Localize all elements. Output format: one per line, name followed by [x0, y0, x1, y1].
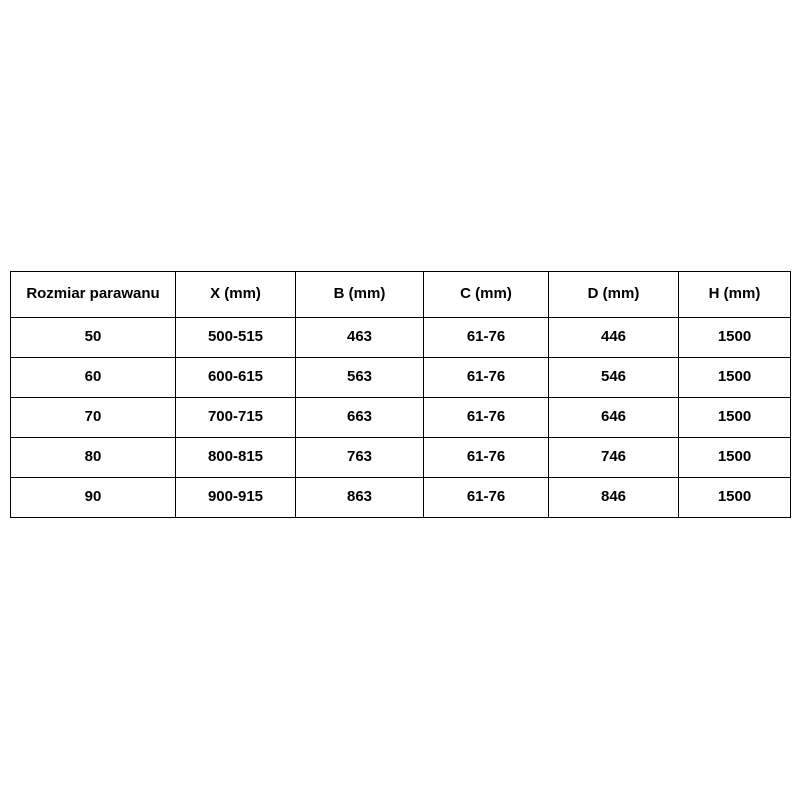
table-row	[11, 318, 791, 358]
cell-c: 61-76	[424, 398, 549, 438]
column-header-size: Rozmiar parawanu	[11, 272, 176, 318]
cell-b: 463	[296, 318, 424, 358]
table-row	[11, 478, 791, 518]
cell-c: 61-76	[424, 318, 549, 358]
cell-d: 646	[549, 398, 679, 438]
cell-d: 746	[549, 438, 679, 478]
column-header-c: C (mm)	[424, 272, 549, 318]
table-row	[11, 398, 791, 438]
cell-c: 61-76	[424, 358, 549, 398]
cell-d: 446	[549, 318, 679, 358]
cell-h: 1500	[679, 318, 791, 358]
cell-c: 61-76	[424, 478, 549, 518]
cell-d: 846	[549, 478, 679, 518]
cell-h: 1500	[679, 358, 791, 398]
column-header-b: B (mm)	[296, 272, 424, 318]
cell-b: 663	[296, 398, 424, 438]
column-header-d: D (mm)	[549, 272, 679, 318]
table-body	[11, 318, 791, 518]
table-header	[11, 272, 791, 318]
cell-size: 70	[11, 398, 176, 438]
cell-h: 1500	[679, 478, 791, 518]
cell-h: 1500	[679, 438, 791, 478]
cell-b: 763	[296, 438, 424, 478]
cell-size: 90	[11, 478, 176, 518]
cell-b: 863	[296, 478, 424, 518]
cell-x: 500-515	[176, 318, 296, 358]
cell-x: 900-915	[176, 478, 296, 518]
column-header-h: H (mm)	[679, 272, 791, 318]
table-header-row	[11, 272, 791, 318]
table-row	[11, 358, 791, 398]
cell-x: 800-815	[176, 438, 296, 478]
cell-x: 600-615	[176, 358, 296, 398]
cell-size: 60	[11, 358, 176, 398]
cell-x: 700-715	[176, 398, 296, 438]
cell-size: 80	[11, 438, 176, 478]
column-header-x: X (mm)	[176, 272, 296, 318]
cell-h: 1500	[679, 398, 791, 438]
table-row	[11, 438, 791, 478]
spec-table-container	[10, 271, 790, 518]
cell-size: 50	[11, 318, 176, 358]
dimensions-table	[10, 271, 791, 518]
cell-b: 563	[296, 358, 424, 398]
cell-c: 61-76	[424, 438, 549, 478]
cell-d: 546	[549, 358, 679, 398]
